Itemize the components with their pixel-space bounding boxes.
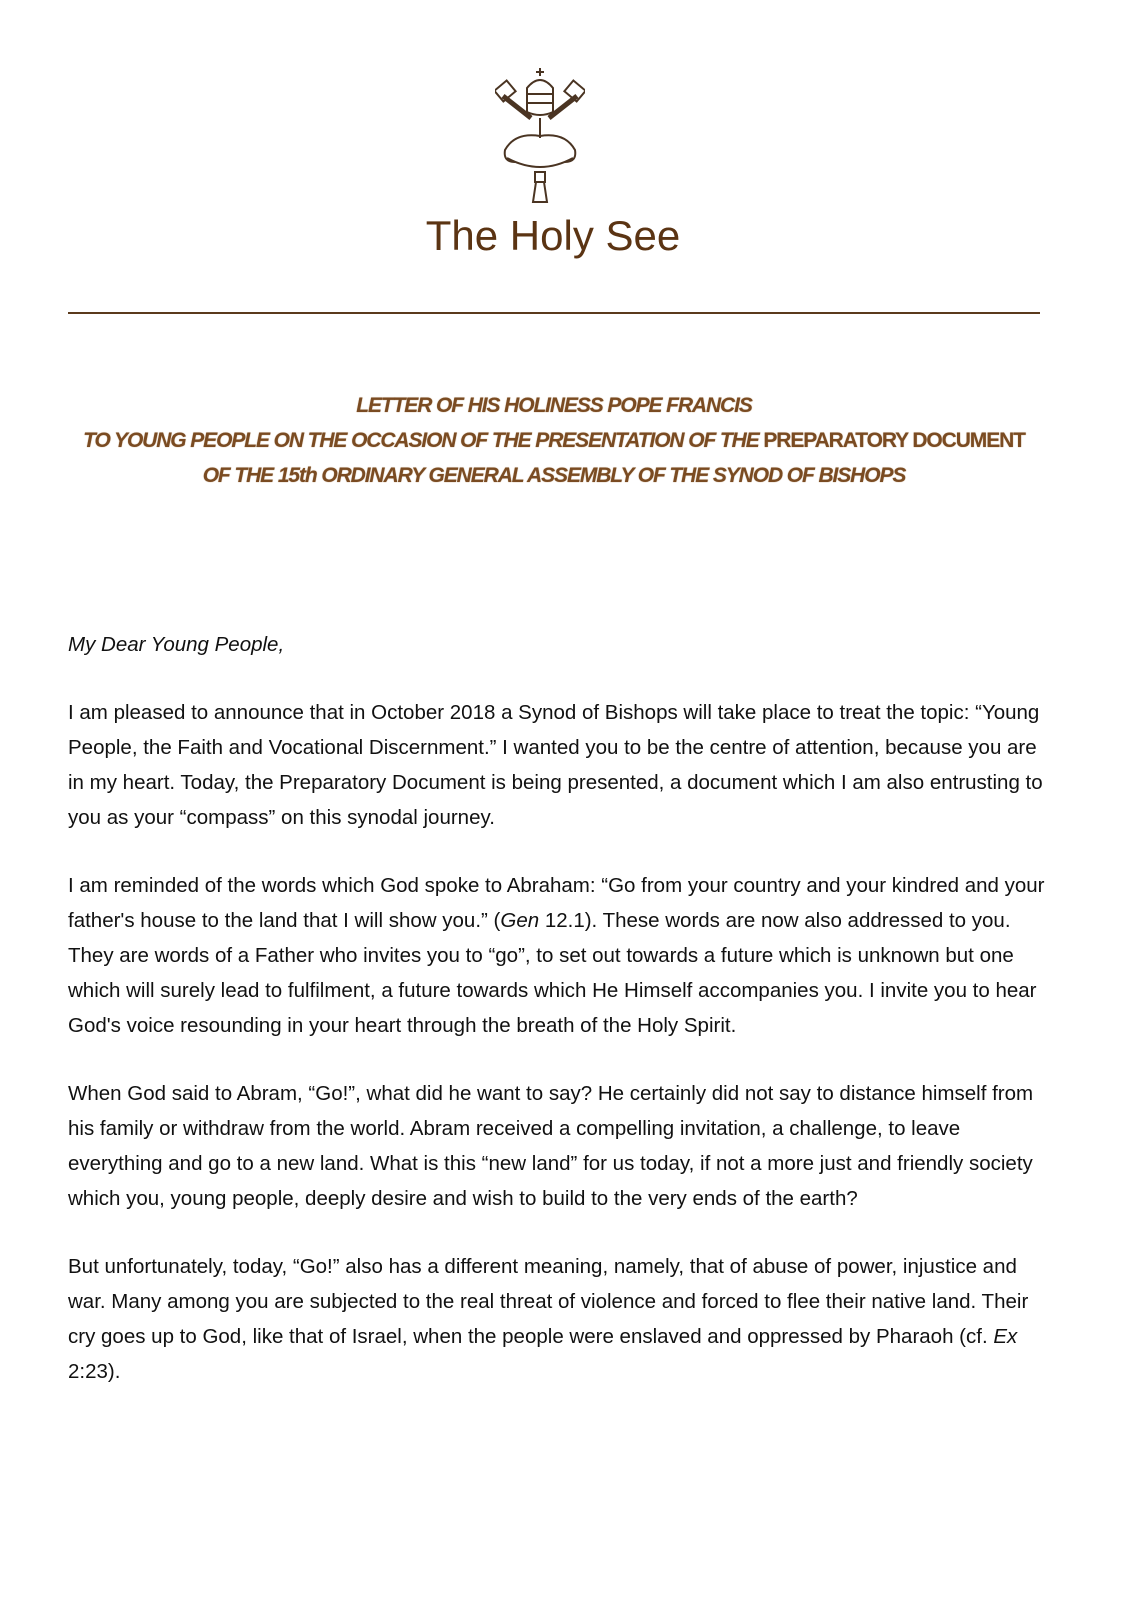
header-divider bbox=[68, 312, 1040, 314]
letter-body bbox=[68, 627, 1046, 1422]
heading-line-1: LETTER OF HIS HOLINESS POPE FRANCIS bbox=[356, 394, 752, 417]
heading-line-2-upright: PREPARATORY DOCUMENT bbox=[763, 429, 1025, 452]
scripture-reference-ex: Ex bbox=[993, 1325, 1018, 1348]
greeting: My Dear Young People, bbox=[68, 633, 285, 656]
paragraph-2 bbox=[68, 868, 1046, 1043]
holy-see-emblem-icon bbox=[495, 66, 585, 204]
scripture-reference-gen: Gen bbox=[500, 909, 540, 932]
site-title: The Holy See bbox=[425, 212, 681, 259]
paragraph-2-text-b: 12.1). These words are now also addressed to you. They are words of a Father who invites you to “go”, to set out towards a future which is unknown but one which will surely lead to fulfilment, a future towards which He Himself accompanies you. I invite you to hear God's voice resounding in your heart through the breath of the Holy Spirit. bbox=[68, 909, 1037, 1037]
heading-line-2 bbox=[60, 423, 1048, 458]
paragraph-4-text-b: 2:23). bbox=[68, 1360, 121, 1383]
paragraph-1: I am pleased to announce that in October 2018 a Synod of Bishops will take place to treat the topic: “Young People, the Faith and Vocational Discernment.” I wanted you to be the centre of attention, because you are in my heart. Today, the Preparatory Document is being presented, a document which I am also entrusting to you as your “compass” on this synodal journey. bbox=[68, 701, 1043, 829]
heading-line-3: OF THE 15th ORDINARY GENERAL ASSEMBLY OF THE SYNOD OF BISHOPS bbox=[202, 464, 906, 487]
paragraph-3: When God said to Abram, “Go!”, what did he want to say? He certainly did not say to distance himself from his family or withdraw from the world. Abram received a compelling invitation, a challenge, to leave everything and go to a new land. What is this “new land” for us today, if not a more just and friendly society which you, young people, deeply desire and wish to build to the very ends of the earth? bbox=[68, 1082, 1034, 1210]
paragraph-4 bbox=[68, 1249, 1046, 1389]
paragraph-4-text-a: But unfortunately, today, “Go!” also has a different meaning, namely, that of abuse of power, injustice and war. Many among you are subjected to the real threat of violence and forced to flee their native land. Their cry goes up to God, like that of Israel, when the people were enslaved and oppressed by Pharaoh (cf. bbox=[68, 1255, 1029, 1348]
heading-line-2-italic: TO YOUNG PEOPLE ON THE OCCASION OF THE PRESENTATION OF THE bbox=[83, 429, 764, 452]
paragraph-2-text-a: I am reminded of the words which God spoke to Abraham: “Go from your country and your kindred and your father's house to the land that I will show you.” ( bbox=[68, 874, 1045, 932]
document-heading bbox=[60, 388, 1048, 493]
